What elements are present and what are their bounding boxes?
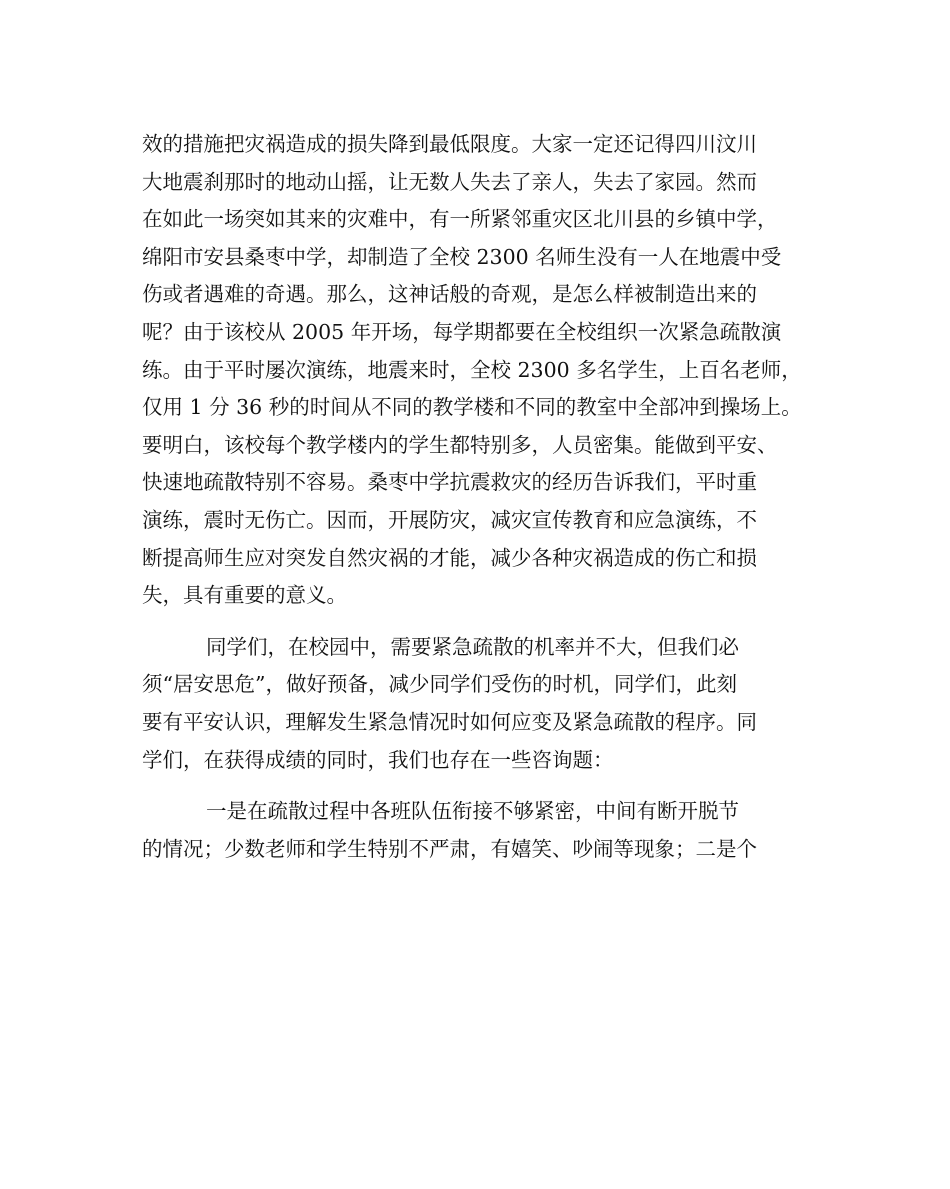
paragraph-gap [142, 615, 822, 629]
text-line: 在如此一场突如其来的灾难中，有一所紧邻重灾区北川县的乡镇中学， [142, 207, 778, 232]
text-line: 仅用 1 分 36 秒的时间从不同的教学楼和不同的教室中全部冲到操场上。 [142, 395, 802, 420]
text-line: 的情况；少数老师和学生特别不严肃，有嬉笑、吵闹等现象；二是个 [142, 836, 757, 861]
text-line: 要明白，该校每个教学楼内的学生都特别多，人员密集。能做到平安、 [142, 432, 778, 457]
text-line: 断提高师生应对突发自然灾祸的才能，减少各种灾祸造成的伤亡和损 [142, 545, 757, 570]
text-line: 绵阳市安县桑枣中学，却制造了全校 2300 名师生没有一人在地震中受 [142, 244, 782, 269]
paragraph-gap [142, 779, 822, 793]
text-line: 学们，在获得成绩的同时，我们也存在一些咨询题： [142, 747, 614, 772]
text-line: 伤或者遇难的奇遇。那么，这神话般的奇观，是怎么样被制造出来的 [142, 282, 757, 307]
text-line: 要有平安认识，理解发生紧急情况时如何应变及紧急疏散的程序。同 [142, 709, 757, 734]
text-line-indented: 一是在疏散过程中各班队伍衔接不够紧密，中间有断开脱节 [206, 799, 739, 824]
text-line: 效的措施把灾祸造成的损失降到最低限度。大家一定还记得四川汶川 [142, 132, 757, 156]
paragraph-3 [142, 793, 822, 868]
text-line: 练。由于平时屡次演练，地震来时，全校 2300 多名学生，上百名老师， [142, 357, 802, 382]
body-text [142, 126, 822, 868]
text-line: 大地震刹那时的地动山摇，让无数人失去了亲人，失去了家园。然而 [142, 169, 757, 194]
text-line: 失，具有重要的意义。 [142, 583, 347, 608]
text-line: 快速地疏散特别不容易。桑枣中学抗震救灾的经历告诉我们，平时重 [142, 470, 757, 495]
text-line-indented: 同学们，在校园中，需要紧急疏散的机率并不大，但我们必 [206, 634, 739, 659]
paragraph-2 [142, 629, 822, 779]
paragraph-1 [142, 126, 822, 615]
text-line: 呢？由于该校从 2005 年开场，每学期都要在全校组织一次紧急疏散演 [142, 319, 782, 344]
text-line: 演练，震时无伤亡。因而，开展防灾，减灾宣传教育和应急演练，不 [142, 507, 757, 532]
text-line: 须“居安思危”，做好预备，减少同学们受伤的时机，同学们，此刻 [142, 672, 737, 697]
